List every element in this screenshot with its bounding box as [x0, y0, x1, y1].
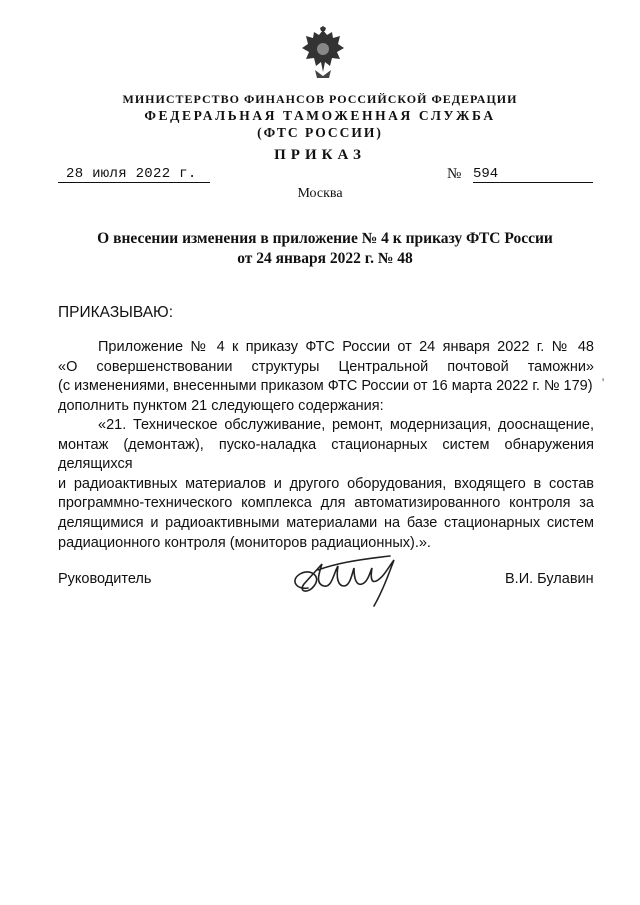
city: Москва	[297, 186, 343, 201]
paragraph-line: и радиоактивных материалов и другого оборудования, входящего в состав	[58, 475, 594, 492]
order-directive: ПРИКАЗЫВАЮ:	[58, 304, 174, 321]
paragraph-line: (с изменениями, внесенными приказом ФТС России от 16 марта 2022 г. № 179)	[58, 378, 593, 395]
document-title-line1: О внесении изменения в приложение № 4 к приказу ФТС России	[97, 230, 553, 247]
paragraph-line: «21. Техническое обслуживание, ремонт, модернизация, дооснащение,	[98, 417, 594, 433]
paragraph-line: радиационного контроля (мониторов радиационных).».	[58, 534, 431, 551]
margin-mark: '	[602, 375, 605, 389]
ministry-name: МИНИСТЕРСТВО ФИНАНСОВ РОССИЙСКОЙ ФЕДЕРАЦИИ	[122, 92, 518, 106]
paragraph-line: монтаж (демонтаж), пуско-наладка стационарных систем обнаружения делящихся	[58, 436, 594, 473]
paragraph-line: «О совершенствовании структуры Центральной почтовой таможни»	[58, 358, 594, 375]
document-type: ПРИКАЗ	[274, 147, 366, 163]
order-date	[58, 166, 210, 183]
paragraph-line: делящимися и радиоактивными материалами на базе стационарных систем	[58, 514, 594, 531]
number-sign: №	[447, 166, 462, 182]
order-number	[447, 166, 593, 183]
paragraph-2	[58, 416, 594, 553]
service-name: ФЕДЕРАЛЬНАЯ ТАМОЖЕННАЯ СЛУЖБА	[144, 108, 496, 123]
signatory-name: В.И. Булавин	[505, 571, 594, 587]
signature-icon	[278, 550, 410, 612]
paragraph-1	[58, 338, 594, 416]
service-abbreviation: (ФТС РОССИИ)	[257, 125, 383, 140]
document-title-line2: от 24 января 2022 г. № 48	[237, 250, 413, 267]
paragraph-line: Приложение № 4 к приказу ФТС России от 24 января 2022 г. № 48	[98, 339, 594, 355]
signatory-role: Руководитель	[58, 571, 152, 587]
order-date-value: 28 июля 2022 г.	[66, 166, 197, 182]
order-number-value: 594	[473, 166, 593, 183]
coat-of-arms-icon	[300, 26, 346, 80]
paragraph-line: дополнить пунктом 21 следующего содержания:	[58, 397, 384, 414]
paragraph-line: программно-технического комплекса для автоматизированного контроля за	[58, 495, 594, 512]
